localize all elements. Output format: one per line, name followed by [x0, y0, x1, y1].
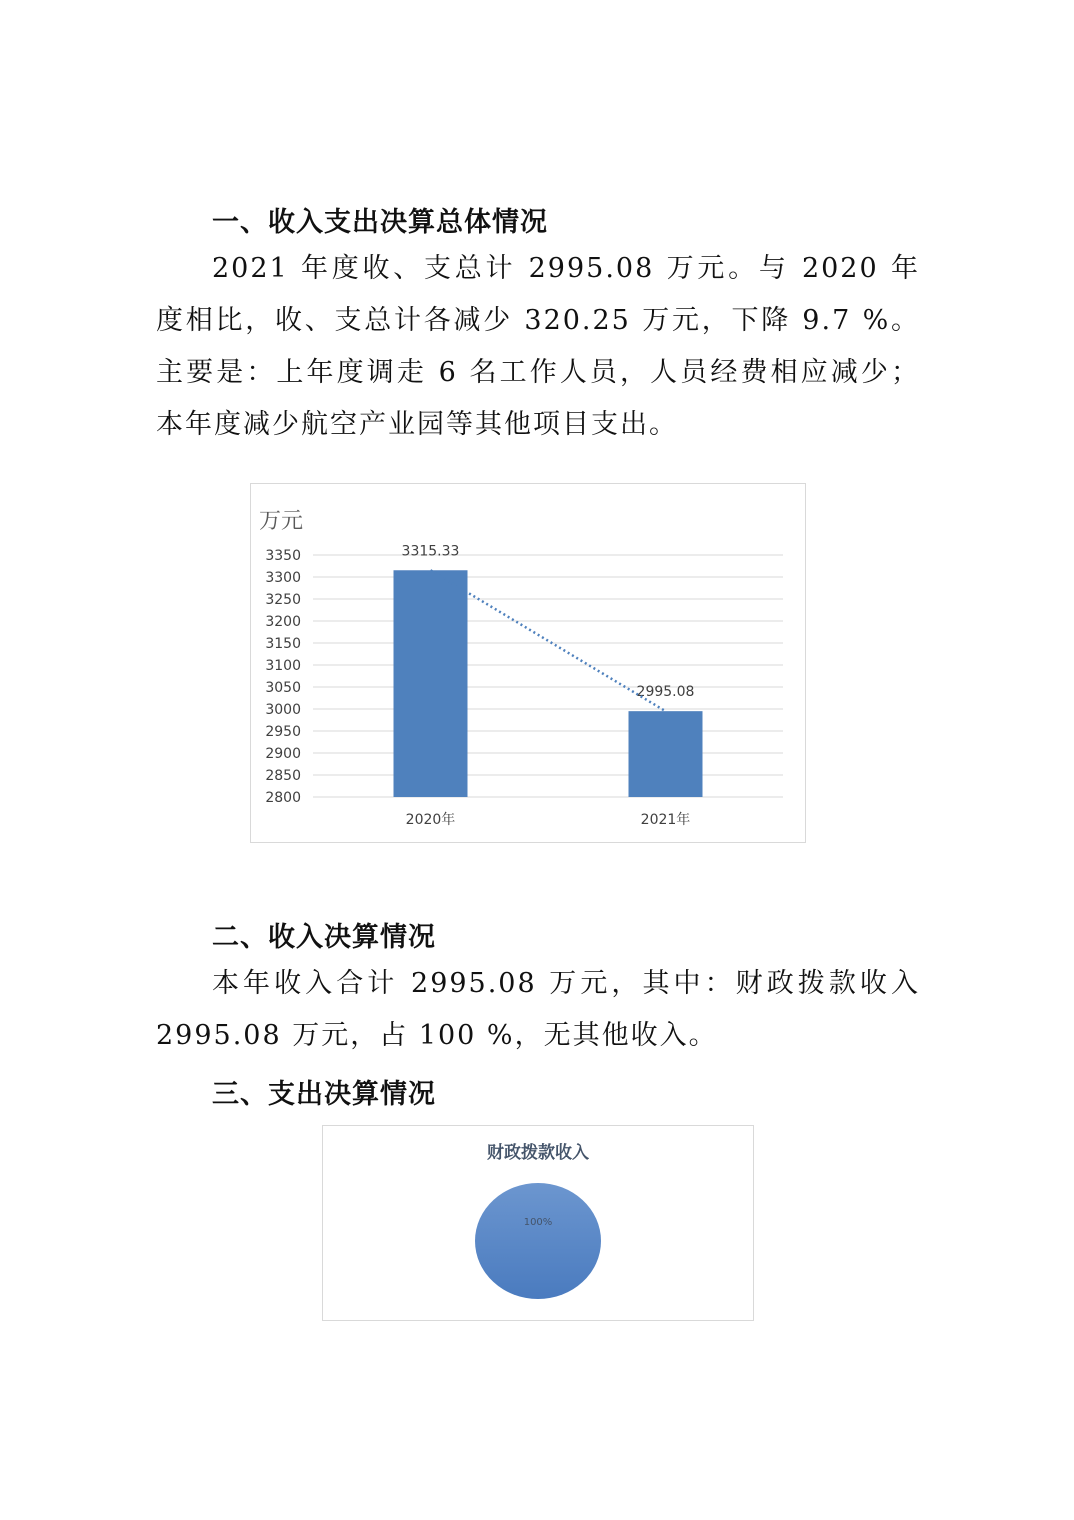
section-heading-expenditure: 三、支出决算情况 — [212, 1079, 436, 1110]
section-heading-income: 二、收入决算情况 — [212, 922, 436, 953]
section-heading-overall: 一、收入支出决算总体情况 — [212, 207, 548, 238]
y-tick-label: 3050 — [265, 680, 301, 696]
section-body-income: 本年收入合计 2995.08 万元，其中：财政拨款收入 2995.08 万元，占 100 %，无其他收入。 — [156, 968, 920, 1051]
pie-chart-title: 财政拨款收入 — [487, 1143, 589, 1163]
y-tick-label: 3000 — [265, 702, 301, 718]
bar-2020年 — [394, 570, 468, 797]
y-tick-label: 3250 — [265, 592, 301, 608]
pie-slice-label: 100% — [523, 1217, 553, 1228]
y-tick-label: 2800 — [265, 790, 301, 806]
y-tick-label: 3200 — [265, 614, 301, 630]
x-tick-label: 2021年 — [640, 812, 691, 828]
chart-unit-label: 万元 — [259, 509, 304, 534]
bar-chart-panel — [250, 483, 806, 843]
y-tick-label: 3150 — [265, 636, 301, 652]
pie-chart-panel — [322, 1125, 754, 1321]
bar-chart — [251, 484, 805, 842]
y-tick-label: 2850 — [265, 768, 301, 784]
y-tick-label: 3300 — [265, 570, 301, 586]
section-body-overall: 2021 年度收、支总计 2995.08 万元。与 2020 年度相比，收、支总计各减少 320.25 万元，下降 9.7 %。主要是：上年度调走 6 名工作人员，人员经费相应减少；本年度减少航空产业园等其他项目支出。 — [156, 253, 920, 440]
y-tick-label: 2900 — [265, 746, 301, 762]
y-tick-label: 2950 — [265, 724, 301, 740]
data-label: 3315.33 — [401, 543, 460, 560]
data-label: 2995.08 — [636, 684, 695, 701]
pie-chart — [323, 1126, 753, 1320]
x-tick-label: 2020年 — [405, 812, 456, 828]
pie-slice — [475, 1183, 601, 1299]
y-tick-label: 3350 — [265, 548, 301, 564]
y-tick-label: 3100 — [265, 658, 301, 674]
bar-2021年 — [629, 711, 703, 797]
